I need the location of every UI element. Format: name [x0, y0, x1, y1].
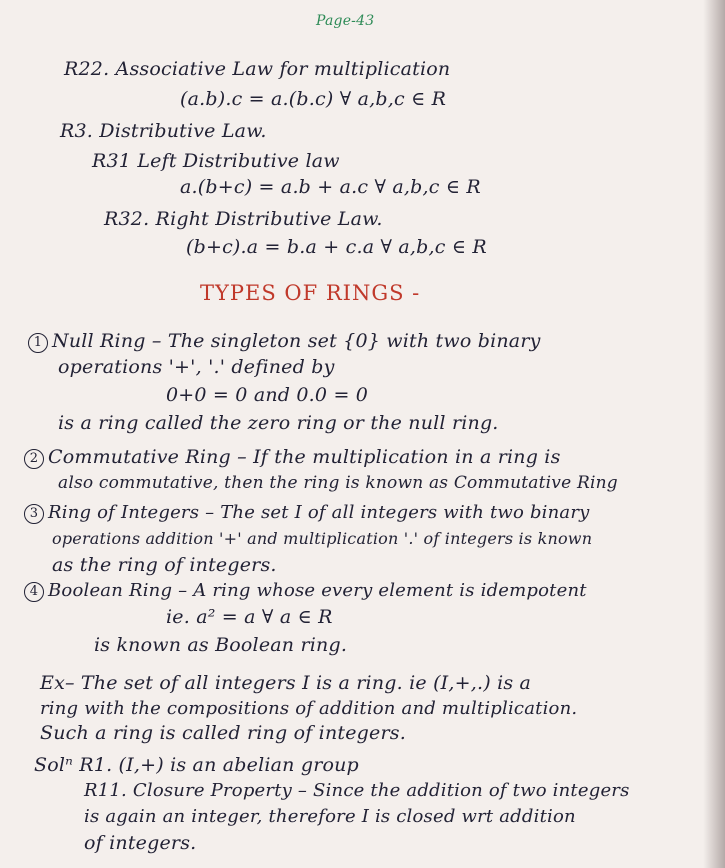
formula-line: 0+0 = 0 and 0.0 = 0	[166, 384, 369, 406]
formula-line: a.(b+c) = a.b + a.c ∀ a,b,c ∈ R	[180, 176, 481, 198]
text-line: is a ring called the zero ring or the null ring.	[58, 412, 499, 434]
text-line: R22. Associative Law for multiplication	[64, 58, 451, 80]
formula-line: (a.b).c = a.(b.c) ∀ a,b,c ∈ R	[180, 88, 447, 110]
list-item-text: Commutative Ring – If the multiplication in a ring is	[48, 446, 561, 468]
text-line: Such a ring is called ring of integers.	[40, 722, 406, 744]
list-item	[24, 446, 561, 469]
text-line: of integers.	[84, 832, 197, 854]
text-line: R32. Right Distributive Law.	[104, 208, 383, 230]
list-item	[28, 330, 541, 353]
text-line: R11. Closure Property – Since the addition of two integers	[84, 780, 630, 801]
list-item	[24, 502, 590, 524]
list-item-text: Ring of Integers – The set I of all integers with two binary	[48, 502, 590, 523]
formula-line: ie. a² = a ∀ a ∈ R	[166, 606, 333, 628]
list-item-text: Boolean Ring – A ring whose every element is idempotent	[48, 580, 587, 601]
item-number: 4	[24, 582, 44, 602]
text-line: R3. Distributive Law.	[60, 120, 267, 142]
example-line: Ex– The set of all integers I is a ring. ie (I,+,.) is a	[40, 672, 532, 694]
text-line: is known as Boolean ring.	[94, 634, 348, 656]
section-title: TYPES OF RINGS -	[200, 281, 421, 305]
item-number: 1	[28, 333, 48, 353]
list-item	[24, 580, 587, 602]
text-line: ring with the compositions of addition and multiplication.	[40, 698, 578, 719]
text-line: R31 Left Distributive law	[92, 150, 340, 172]
text-line: operations '+', '.' defined by	[58, 356, 335, 378]
solution-line: Solⁿ R1. (I,+) is an abelian group	[34, 754, 359, 776]
list-item-text: Null Ring – The singleton set {0} with two binary	[52, 330, 541, 352]
page-number: Page-43	[316, 13, 375, 29]
text-line: also commutative, then the ring is known as Commutative Ring	[58, 473, 618, 493]
text-line: operations addition '+' and multiplication '.' of integers is known	[52, 529, 593, 548]
item-number: 2	[24, 449, 44, 469]
formula-line: (b+c).a = b.a + c.a ∀ a,b,c ∈ R	[186, 236, 487, 258]
text-line: as the ring of integers.	[52, 554, 277, 576]
text-line: is again an integer, therefore I is closed wrt addition	[84, 806, 576, 827]
item-number: 3	[24, 504, 44, 524]
